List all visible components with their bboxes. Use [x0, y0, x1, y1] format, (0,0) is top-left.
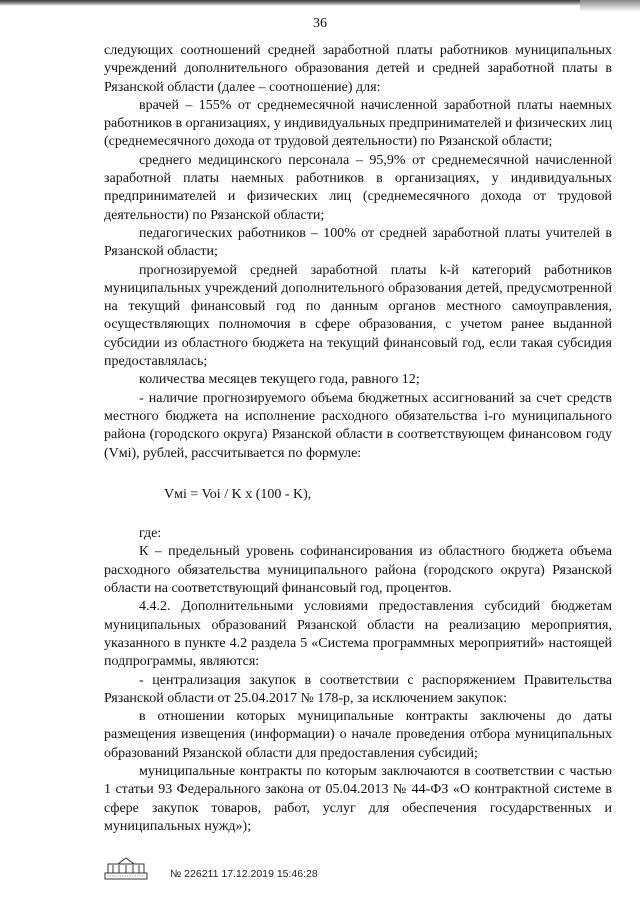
document-footer — [104, 855, 524, 885]
paragraph: в отношении которых муниципальные контракты заключены до даты размещения извещения (информации) о начале проведения отбора муниципальных образований Рязанской области для предоставления субсидий; — [104, 709, 612, 761]
paragraph: где: — [139, 526, 162, 542]
paragraph: количества месяцев текущего года, равного 12; — [139, 372, 420, 388]
paragraph: педагогических работников – 100% от средней заработной платы учителей в Рязанской области; — [104, 225, 612, 260]
scan-top-edge — [0, 0, 640, 6]
scan-corner-shadow — [580, 0, 640, 12]
paragraph: прогнозируемой средней заработной платы k-й категорий работников муниципальных учреждений дополнительного образования детей, предусмотренной на текущий финансовый год по данным органов местного самоуправления, осуществляющих полномочия в сфере образования, с учетом ранее выданной субсидии из областного бюджета на текущий финансовый год, если такая субсидия предоставлялась; — [104, 262, 612, 370]
paragraph: муниципальные контракты по которым заключаются в соответствии с частью 1 статьи 93 Федерального закона от 05.04.2013 № 44-ФЗ «О контрактной системе в сфере закупок товаров, работ, услуг для обеспечения государственных и муниципальных нужд»); — [104, 763, 612, 834]
paragraph: врачей – 155% от среднемесячной начисленной заработной платы наемных работников в организациях, у индивидуальных предпринимателей и физических лиц (среднемесячного дохода от трудовой деятельности) по Рязанской области; — [104, 97, 612, 150]
registration-stamp-text: № 226211 17.12.2019 15:46:28 — [170, 868, 318, 880]
paragraph: следующих соотношений средней заработной платы работников муниципальных учреждений дополнительного образования детей и средней заработной платы в Рязанской области (далее – соотношение) для: — [104, 43, 612, 95]
page-number: 36 — [313, 16, 327, 31]
document-body — [104, 42, 612, 836]
government-building-stamp-icon — [104, 855, 148, 881]
paragraph: - наличие прогнозируемого объема бюджетных ассигнований за счет средств местного бюджета на исполнение расходного обязательства i-го муниципального района (городского округа) Рязанской области в соответствующем финансовом году (Vмi), рублей, рассчитывается по формуле: — [104, 390, 612, 461]
paragraph: К – предельный уровень софинансирования из областного бюджета объема расходного обязательства муниципального района (городского округа) Рязанской области на соответствующий финансовый год, процентов. — [104, 544, 612, 597]
paragraph: среднего медицинского персонала – 95,9% от среднемесячной начисленной заработной платы наемных работников в организациях, у индивидуальных предпринимателей и физических лиц (среднемесячного дохода от трудовой деятельности) по Рязанской области; — [104, 152, 612, 223]
formula: Vмi = Voi / K x (100 - K), — [164, 486, 312, 502]
paragraph: 4.4.2. Дополнительными условиями предоставления субсидий бюджетам муниципальных образований Рязанской области на реализацию мероприятия, указанного в пункте 4.2 раздела 5 «Система программных мероприятий» настоящей подпрограммы, являются: — [104, 599, 612, 670]
paragraph: - централизация закупок в соответствии с распоряжением Правительства Рязанской области от 25.04.2017 № 178-р, за исключением закупок: — [104, 672, 612, 706]
